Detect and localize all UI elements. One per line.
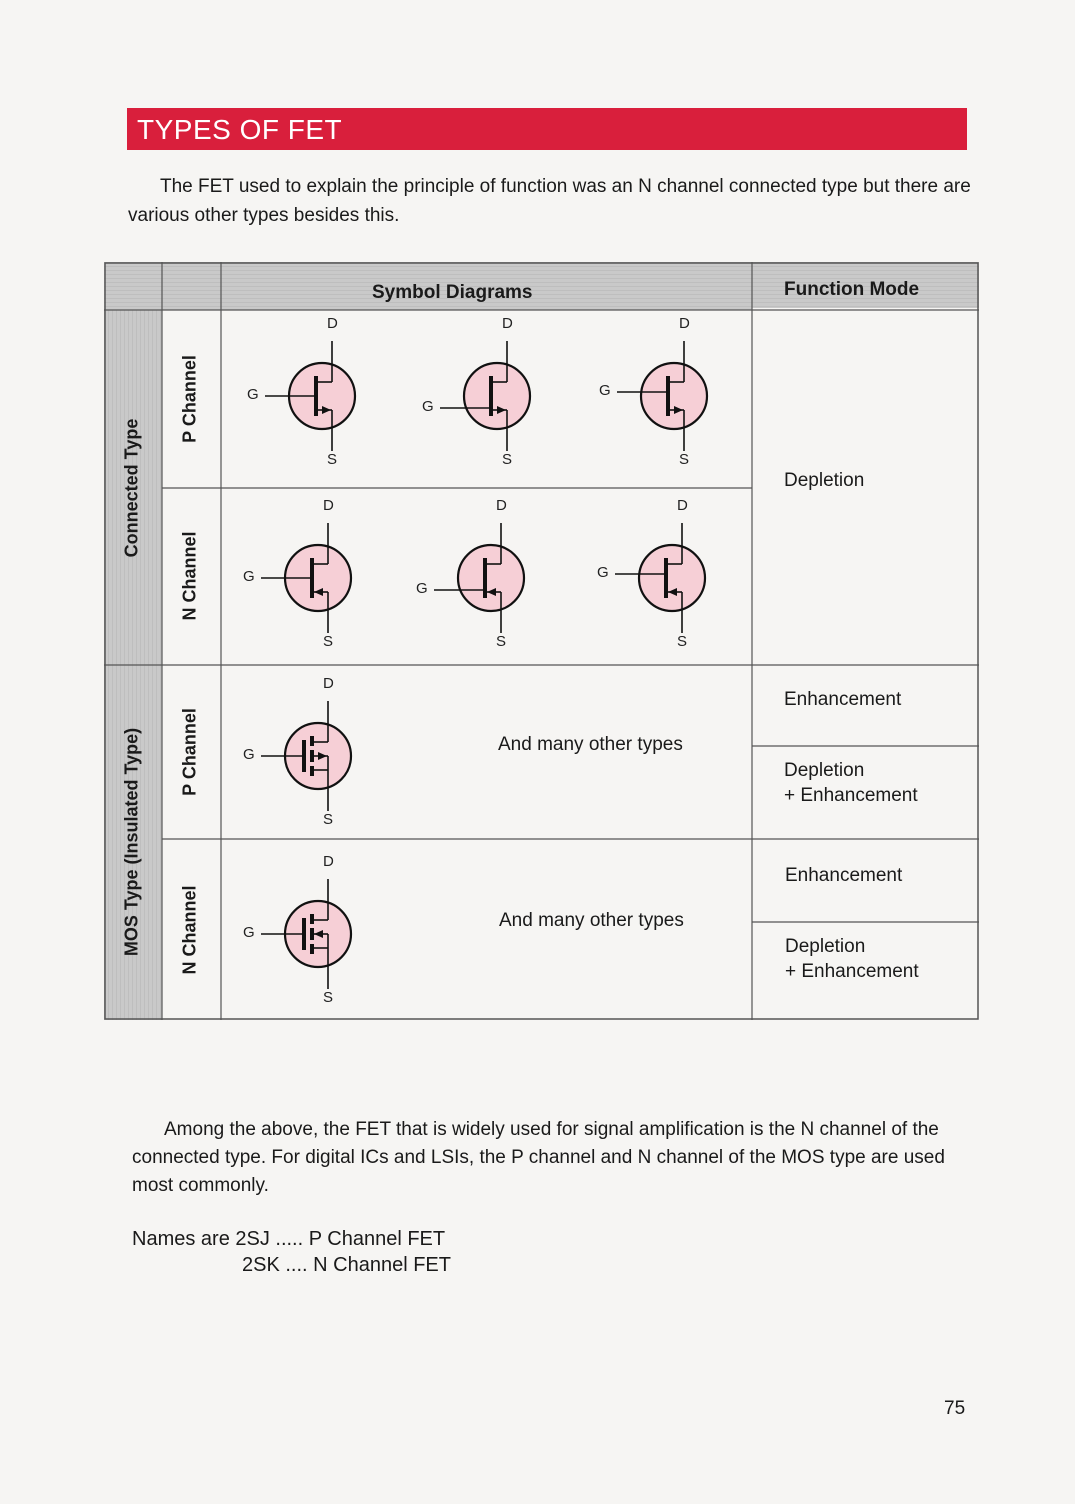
fet-jn-2-pin-d: D: [496, 497, 507, 514]
and-many-other-types-n: And many other types: [499, 910, 684, 931]
row-label-p-channel-connected: P Channel: [179, 355, 200, 443]
mode-line-1: Depletion: [785, 936, 866, 957]
title-bar: [127, 108, 967, 150]
header-function-mode: Function Mode: [784, 279, 920, 300]
fet-jn-3-pin-s: S: [677, 633, 688, 650]
mode-line-2: + Enhancement: [784, 785, 918, 806]
names-2sj-line: Names are 2SJ ..... P Channel FET: [132, 1228, 446, 1250]
header-symbol-diagrams: Symbol Diagrams: [372, 282, 533, 303]
fet-jp-1: [265, 341, 355, 451]
fet-jp-1-pin-d: D: [327, 315, 338, 332]
fet-jn-1-pin-s: S: [323, 633, 334, 650]
fet-jn-2-pin-s: S: [496, 633, 507, 650]
mode-line-2: + Enhancement: [785, 961, 919, 982]
fet-mos-n-pin-s: S: [323, 989, 334, 1006]
fet-jn-3-pin-g: G: [597, 564, 609, 581]
fet-jp-2: [440, 341, 530, 451]
fet-jn-2-pin-g: G: [416, 580, 428, 597]
intro-paragraph: The FET used to explain the principle of function was an N channel connected type but there are various other types besides this.: [128, 176, 971, 226]
mode-depletion-enhancement-n: [785, 934, 919, 984]
fet-jp-3-pin-s: S: [679, 451, 690, 468]
fet-jn-3: [615, 523, 705, 633]
fet-jn-1-pin-d: D: [323, 497, 334, 514]
row-label-p-channel-mos: P Channel: [179, 708, 200, 796]
mode-depletion: Depletion: [784, 470, 865, 491]
names-2sk-line: 2SK .... N Channel FET: [242, 1254, 451, 1276]
page-title: TYPES OF FET: [137, 114, 343, 145]
fet-jn-1: [261, 523, 351, 633]
and-many-other-types-p: And many other types: [498, 734, 683, 755]
fet-jn-2: [434, 523, 524, 633]
fet-mos-n-pin-g: G: [243, 924, 255, 941]
page-number: 75: [944, 1398, 966, 1419]
fet-types-table: [104, 262, 979, 1020]
fet-jp-2-pin-g: G: [422, 398, 434, 415]
fet-mos-n: [261, 879, 351, 989]
row-label-n-channel-mos: N Channel: [179, 885, 200, 975]
fet-mos-n-pin-d: D: [323, 853, 334, 870]
mode-depletion-enhancement-p: [784, 758, 918, 808]
mode-line-1: Depletion: [784, 760, 865, 781]
fet-mos-p: [261, 701, 351, 811]
mode-enhancement-p: Enhancement: [784, 689, 902, 710]
mode-enhancement-n: Enhancement: [785, 865, 903, 886]
fet-jn-1-pin-g: G: [243, 568, 255, 585]
fet-jn-3-pin-d: D: [677, 497, 688, 514]
fet-jp-2-pin-s: S: [502, 451, 513, 468]
row-label-n-channel-connected: N Channel: [179, 531, 200, 621]
group-mos-type: MOS Type (Insulated Type): [121, 727, 142, 957]
fet-jp-1-pin-s: S: [327, 451, 338, 468]
summary-paragraph: Among the above, the FET that is widely used for signal amplification is the N channel of the connected type. For digital ICs and LSIs, the P channel and N channel of the MOS type are used most commonly.: [132, 1119, 945, 1196]
fet-mos-p-pin-g: G: [243, 746, 255, 763]
fet-jp-2-pin-d: D: [502, 315, 513, 332]
group-connected-type: Connected Type: [121, 418, 142, 558]
table-grid: [104, 262, 979, 1020]
fet-jp-1-pin-g: G: [247, 386, 259, 403]
fet-jp-3-pin-d: D: [679, 315, 690, 332]
fet-mos-p-pin-s: S: [323, 811, 334, 828]
fet-jp-3: [617, 341, 707, 451]
fet-jp-3-pin-g: G: [599, 382, 611, 399]
fet-mos-p-pin-d: D: [323, 675, 334, 692]
